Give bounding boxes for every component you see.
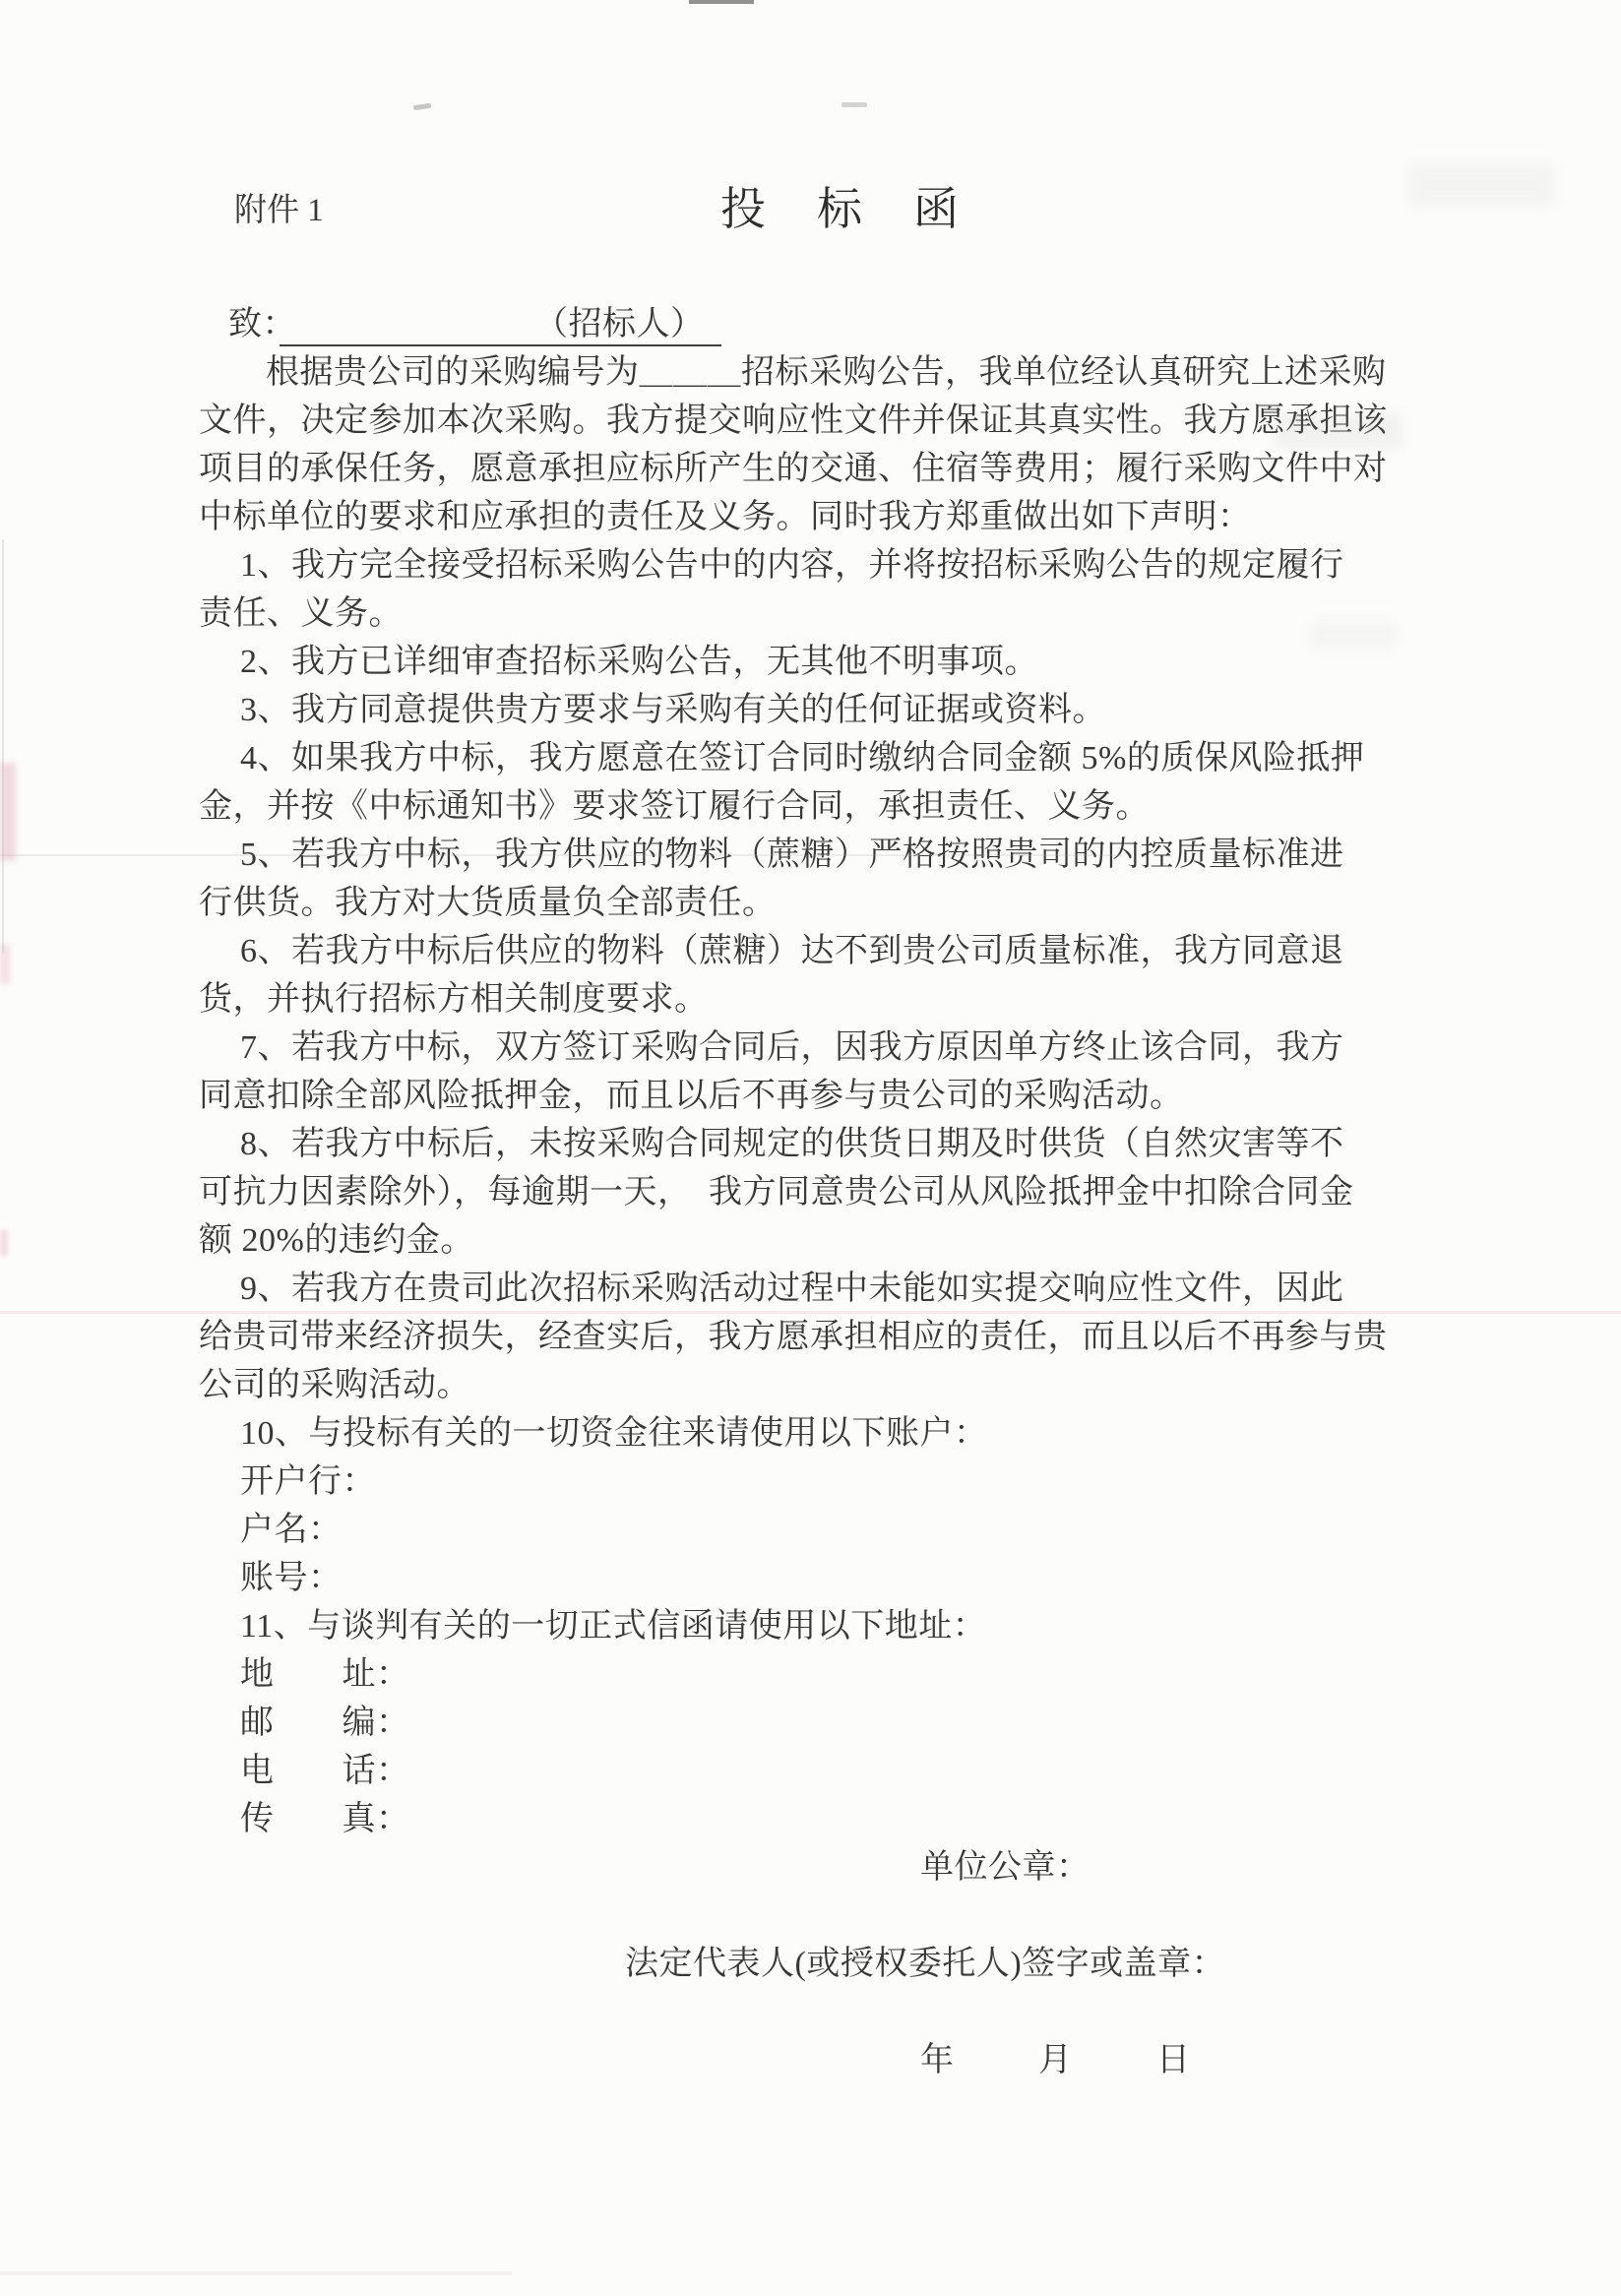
body-lines	[199, 348, 1419, 2084]
text-line: 法定代表人(或授权委托人)签字或盖章：	[625, 1946, 1226, 1982]
recipient-label: （招标人）	[551, 306, 688, 342]
text-line: 单位公章：	[920, 1849, 1091, 1886]
attachment-label: 附件 1	[234, 193, 324, 228]
text-line: 8、若我方中标后，未按采购合同规定的供货日期及时供货（自然灾害等不	[240, 1126, 1344, 1162]
scan-artifact	[0, 763, 16, 861]
recipient-blank-underline	[280, 306, 721, 346]
scan-artifact	[1407, 163, 1555, 207]
text-line: 2、我方已详细审查招标采购公告，无其他不明事项。	[240, 644, 1038, 680]
recipient-line	[199, 300, 1419, 348]
text-line: 1、我方完全接受招标采购公告中的内容，并将按招标采购公告的规定履行	[240, 547, 1344, 584]
text-line: 中标单位的要求和应承担的责任及义务。同时我方郑重做出如下声明：	[199, 499, 1252, 535]
recipient-prefix: 致：	[228, 306, 280, 342]
text-line: 5、若我方中标，我方供应的物料（蔗糖）严格按照贵司的内控质量标准进	[240, 837, 1344, 873]
text-line: 开户行：	[240, 1463, 376, 1500]
text-line: 责任、义务。	[199, 595, 403, 632]
text-line: 同意扣除全部风险抵押金，而且以后不再参与贵公司的采购活动。	[199, 1078, 1184, 1114]
text-line: 9、若我方在贵司此次招标采购活动过程中未能如实提交响应性文件，因此	[240, 1271, 1344, 1307]
scan-artifact	[2, 539, 4, 953]
text-line: 给贵司带来经济损失，经查实后，我方愿承担相应的责任，而且以后不再参与贵	[199, 1319, 1388, 1355]
scan-artifact	[413, 103, 432, 110]
recipient-blank-after	[688, 306, 722, 342]
text-line: 11、与谈判有关的一切正式信函请使用以下地址：	[240, 1608, 987, 1644]
text-line: 3、我方同意提供贵方要求与采购有关的任何证据或资料。	[240, 692, 1106, 728]
text-line: 金，并按《中标通知书》要求签订履行合同，承担责任、义务。	[199, 788, 1150, 825]
scan-artifact	[0, 2271, 512, 2275]
text-line: 传 真：	[240, 1801, 410, 1837]
text-line: 根据贵公司的采购编号为＿＿＿招标采购公告，我单位经认真研究上述采购	[266, 354, 1387, 391]
recipient-blank-before	[280, 306, 551, 342]
text-line: 年 月 日	[920, 2042, 1196, 2079]
text-line: 可抗力因素除外），每逾期一天， 我方同意贵公司从风险抵押金中扣除合同金	[199, 1174, 1354, 1210]
text-line: 电 话：	[240, 1753, 410, 1789]
text-line: 项目的承保任务，愿意承担应标所产生的交通、住宿等费用；履行采购文件中对	[199, 451, 1388, 487]
text-line: 账号：	[240, 1560, 343, 1596]
text-line: 额 20%的违约金。	[199, 1222, 474, 1259]
text-line: 文件，决定参加本次采购。我方提交响应性文件并保证其真实性。我方愿承担该	[199, 403, 1388, 439]
text-line: 10、与投标有关的一切资金往来请使用以下账户：	[240, 1415, 988, 1452]
text-line: 行供货。我方对大货质量负全部责任。	[199, 885, 777, 921]
scan-artifact	[0, 945, 10, 984]
scan-artifact	[689, 0, 754, 4]
text-line: 货，并执行招标方相关制度要求。	[199, 981, 709, 1018]
page-title: 投标函	[720, 184, 1010, 234]
text-line: 邮 编：	[240, 1705, 410, 1741]
scan-artifact	[842, 102, 867, 107]
scan-artifact	[0, 1230, 8, 1256]
text-line: 4、如果我方中标，我方愿意在签订合同时缴纳合同金额 5%的质保风险抵押	[240, 740, 1365, 776]
text-line: 6、若我方中标后供应的物料（蔗糖）达不到贵公司质量标准，我方同意退	[240, 933, 1344, 969]
text-line	[199, 1988, 1419, 2036]
text-line: 7、若我方中标，双方签订采购合同后，因我方原因单方终止该合同，我方	[240, 1029, 1344, 1066]
document-body	[199, 300, 1419, 2084]
text-line: 户名：	[240, 1512, 343, 1548]
text-line: 地 址：	[240, 1656, 410, 1693]
text-line	[199, 1892, 1419, 1940]
text-line: 公司的采购活动。	[199, 1367, 470, 1403]
